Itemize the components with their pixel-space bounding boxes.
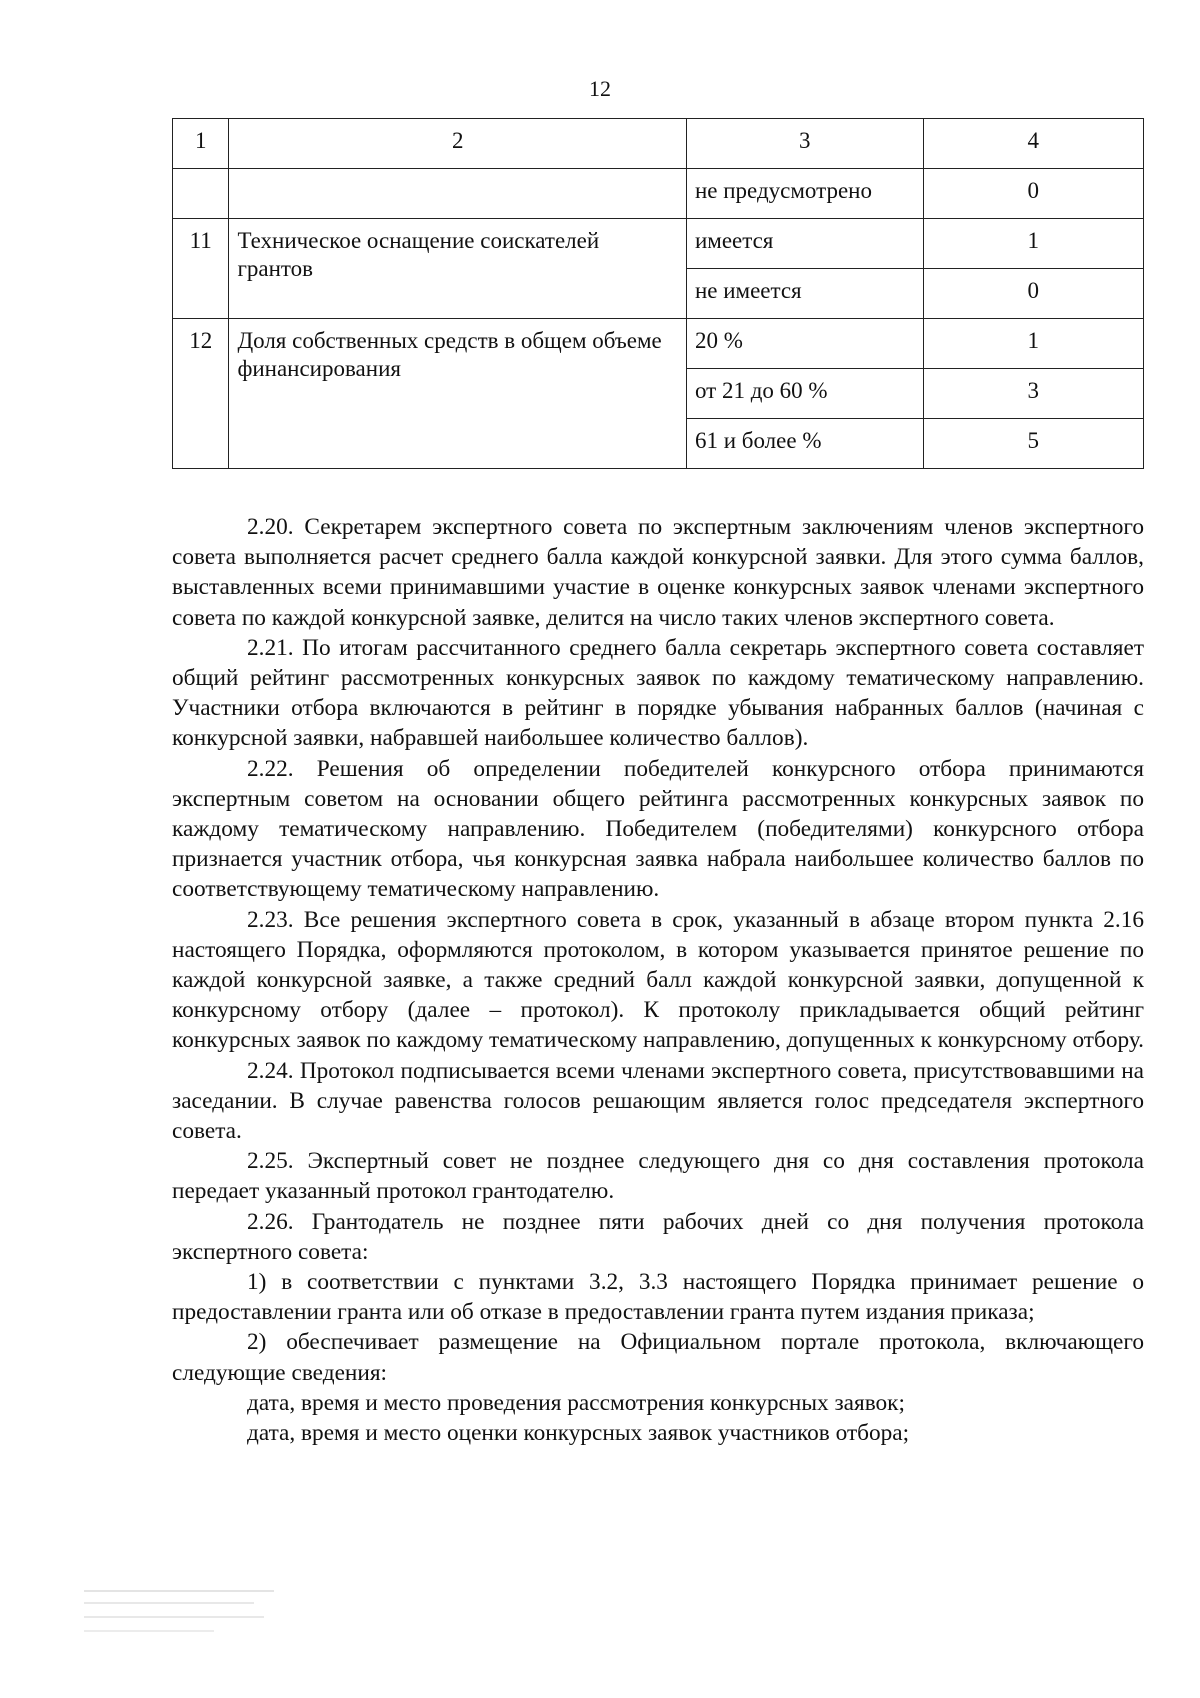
header-cell: 1: [173, 119, 229, 169]
faint-stamp: [84, 1588, 284, 1652]
score-cell: 1: [923, 319, 1143, 369]
paragraph-2-24: 2.24. Протокол подписывается всеми членами экспертного совета, присутствовавшими на заседании. В случае равенства голосов решающим является голос председателя экспертного совета.: [172, 1057, 1144, 1145]
score-cell: 0: [923, 269, 1143, 319]
list-item-2: 2) обеспечивает размещение на Официальном портале протокола, включающего следующие сведения:: [172, 1329, 1144, 1386]
paragraph-2-23: 2.23. Все решения экспертного совета в срок, указанный в абзаце втором пункта 2.16 настоящего Порядка, оформляются протоколом, в котором указывается принятое решение по каждой конкурсной заявке, а также средний балл каждой конкурсной заявки, допущенной к конкурсному отбору (далее – протокол). К протоколу прикладывается общий рейтинг конкурсных заявок по каждому тематическому направлению, допущенных к конкурсному отбору.: [172, 906, 1144, 1054]
table-row: [173, 169, 1144, 219]
criterion-name: Техническое оснащение соискателей грантов: [229, 219, 687, 319]
header-cell: 2: [229, 119, 687, 169]
table-row: [173, 219, 1144, 269]
option-cell: не имеется: [686, 269, 923, 319]
criterion-number: 11: [173, 219, 229, 319]
paragraph-2-26: 2.26. Грантодатель не позднее пяти рабочих дней со дня получения протокола экспертного совета:: [172, 1208, 1144, 1265]
list-item-1: 1) в соответствии с пунктами 3.2, 3.3 настоящего Порядка принимает решение о предоставлении гранта или об отказе в предоставлении гранта путем издания приказа;: [172, 1269, 1144, 1326]
option-cell: 20 %: [686, 319, 923, 369]
paragraph-2-22: 2.22. Решения об определении победителей конкурсного отбора принимаются экспертным советом на основании общего рейтинга рассмотренных конкурсных заявок по каждому тематическому направлению. Победителем (победителями) конкурсного отбора признается участник отбора, чья конкурсная заявка набрала наибольшее количество баллов по соответствующему тематическому направлению.: [172, 755, 1144, 903]
option-cell: не предусмотрено: [686, 169, 923, 219]
criteria-table: [172, 118, 1144, 469]
header-cell: 3: [686, 119, 923, 169]
table-row: [173, 319, 1144, 369]
paragraph-2-25: 2.25. Экспертный совет не позднее следующего дня со дня составления протокола передает указанный протокол грантодателю.: [172, 1148, 1144, 1205]
table-header-row: [173, 119, 1144, 169]
criterion-name: [229, 169, 687, 219]
page-number: 12: [589, 76, 611, 101]
option-cell: от 21 до 60 %: [686, 369, 923, 419]
option-cell: имеется: [686, 219, 923, 269]
criterion-number: [173, 169, 229, 219]
sub-item-date-review: дата, время и место проведения рассмотрения конкурсных заявок;: [247, 1389, 905, 1416]
score-cell: 1: [923, 219, 1143, 269]
criterion-number: 12: [173, 319, 229, 469]
score-cell: 0: [923, 169, 1143, 219]
score-cell: 5: [923, 419, 1143, 469]
criterion-name: Доля собственных средств в общем объеме финансирования: [229, 319, 687, 469]
paragraph-2-20: 2.20. Секретарем экспертного совета по экспертным заключениям членов экспертного совета выполняется расчет среднего балла каждой конкурсной заявки. Для этого сумма баллов, выставленных всеми принимавшими участие в оценке конкурсных заявок членами экспертного совета по каждой конкурсной заявке, делится на число таких членов экспертного совета.: [172, 514, 1144, 631]
score-cell: 3: [923, 369, 1143, 419]
option-cell: 61 и более %: [686, 419, 923, 469]
header-cell: 4: [923, 119, 1143, 169]
paragraph-2-21: 2.21. По итогам рассчитанного среднего балла секретарь экспертного совета составляет общий рейтинг рассмотренных конкурсных заявок по каждому тематическому направлению. Участники отбора включаются в рейтинг в порядке убывания набранных баллов (начиная с конкурсной заявки, набравшей наибольшее количество баллов).: [172, 634, 1144, 752]
document-body: [172, 512, 1144, 1448]
sub-item-date-evaluation: дата, время и место оценки конкурсных заявок участников отбора;: [247, 1420, 910, 1447]
